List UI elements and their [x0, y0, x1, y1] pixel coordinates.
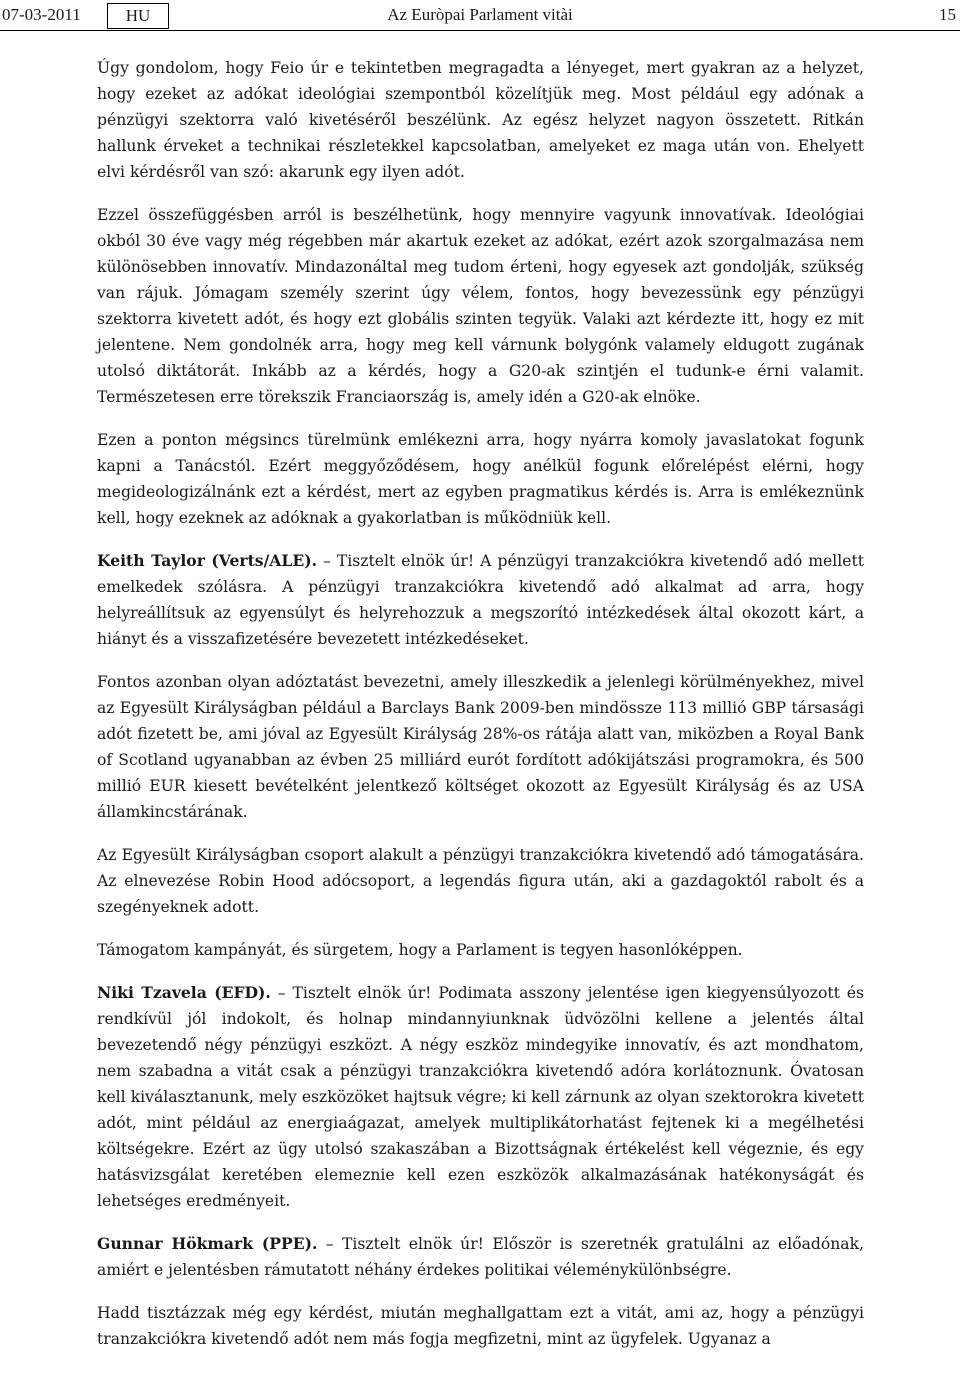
paragraph-text: Fontos azonban olyan adóztatást bevezetni, amely illeszkedik a jelenlegi körülményekhez, mivel az Egyesült Királyságban például a Barclays Bank 2009-ben mindössze 113 millió GBP társasági adót fizetett be, ami jóval az Egyesült Királyság 28%-os rátája alatt van, miközben a Royal Bank of Scotland ugyanabban az évben 25 milliárd eurót fordított adókijátszási programokra, és 500 millió EUR kiesett bevételként jelentkező költséget okozott az Egyesült Királyság és az USA államkincstárának. [97, 673, 864, 821]
paragraph-text: Úgy gondolom, hogy Feio úr e tekintetben megragadta a lényeget, mert gyakran az a helyzet, hogy ezeket az adókat ideológiai szempontból közelítjük meg. Most például egy adónak a pénzügyi szektorra való kivetéséről beszélünk. Az egész helyzet nagyon összetett. Ritkán hallunk érveket a technikai részletekkel kapcsolatban, amelyeket ez maga után von. Ehelyett elvi kérdésről van szó: akarunk egy ilyen adót. [97, 59, 864, 181]
paragraph-text: – Tisztelt elnök úr! Podimata asszony jelentése igen kiegyensúlyozott és rendkívül jól indokolt, és holnap mindannyiunknak üdvözölni kellene a jelentés által bevezetendő négy pénzügyi eszközt. A négy eszköz mindegyike innovatív, és azt mondhatom, nem szabadna a vitát csak a pénzügyi tranzakciókra kivetendő adóra korlátoznunk. Óvatosan kell kiválasztanunk, mely eszközöket hajtsuk végre; ki kell zárnunk az olyan szektorokra kivetett adót, mint például az energiaágazat, amelyek multiplikátorhatást fejtenek ki a megélhetési költségekre. Ezért az ügy utolsó szakaszában a Bizottságnak értékelést kell végeznie, és egy hatásvizsgálat keretében elemeznie kell ezen eszközök alkalmazásának hatékonyságát és lehetséges eredményeit. [97, 984, 864, 1210]
paragraph [97, 980, 864, 1214]
paragraph [97, 937, 864, 963]
header-title: Az Euròpai Parlament vitài [387, 5, 573, 24]
language-badge: HU [107, 3, 169, 29]
document-body [97, 55, 864, 1369]
speaker-name: Keith Taylor (Verts/ALE). [97, 551, 318, 570]
page-number: 15 [939, 5, 956, 24]
paragraph-text: Támogatom kampányát, és sürgetem, hogy a Parlament is tegyen hasonlóképpen. [97, 941, 743, 959]
paragraph [97, 427, 864, 531]
paragraph-text: – Tisztelt elnök úr! A pénzügyi tranzakciókra kivetendő adó mellett emelkedek szólásra. A pénzügyi tranzakciókra kivetendő adó alkalmat ad arra, hogy helyreállítsuk az egyensúlyt és helyrehozzuk a megszorító intézkedések által okozott kárt, a hiányt és a visszafizetésére bevezetett intézkedéseket. [97, 552, 864, 648]
paragraph [97, 842, 864, 920]
paragraph [97, 55, 864, 185]
paragraph-text: Hadd tisztázzak még egy kérdést, miután meghallgattam ezt a vitát, ami az, hogy a pénzügyi tranzakciókra kivetendő adót nem más fogja megfizetni, mint az ügyfelek. Ugyanaz a [97, 1304, 864, 1348]
paragraph [97, 669, 864, 825]
paragraph [97, 1300, 864, 1352]
paragraph [97, 548, 864, 652]
speaker-name: Niki Tzavela (EFD). [97, 983, 271, 1002]
paragraph-text: – Tisztelt elnök úr! Először is szeretnék gratulálni az előadónak, amiért e jelentésben rámutatott néhány érdekes politikai véleménykülönbségre. [97, 1235, 864, 1279]
paragraph-text: Ezzel összefüggésben arról is beszélhetünk, hogy mennyire vagyunk innovatívak. Ideológiai okból 30 éve vagy még régebben már akartuk ezeket az adókat, ezért azok szorgalmazása nem különösebben innovatív. Mindazonáltal meg tudom érteni, hogy egyesek azt gondolják, szükség van rájuk. Jómagam személy szerint úgy vélem, fontos, hogy bevezessünk egy pénzügyi szektorra kivetett adót, és hogy ezt globális szinten tegyük. Valaki azt kérdezte itt, hogy ez mit jelentene. Nem gondolnék arra, hogy meg kell várnunk bolygónk valamely eldugott zugának utolsó diktátorát. Inkább az a kérdés, hogy a G20-ak szintjén el tudunk-e érni valamit. Természetesen erre törekszik Franciaország is, amely idén a G20-ak elnöke. [97, 206, 864, 406]
paragraph-text: Az Egyesült Királyságban csoport alakult a pénzügyi tranzakciókra kivetendő adó támogatására. Az elnevezése Robin Hood adócsoport, a legendás figura után, aki a gazdagoktól rabolt és a szegényeknek adott. [97, 846, 864, 916]
paragraph-text: Ezen a ponton mégsincs türelmünk emlékezni arra, hogy nyárra komoly javaslatokat fogunk kapni a Tanácstól. Ezért meggyőződésem, hogy anélkül fogunk előrelépést elérni, hogy megideologizálnánk ezt a kérdést, mert az egyben pragmatikus kérdés is. Arra is emlékeznünk kell, hogy ezeknek az adóknak a gyakorlatban is működniük kell. [97, 431, 864, 527]
paragraph [97, 1231, 864, 1283]
paragraph [97, 202, 864, 410]
header-date: 07-03-2011 [2, 5, 81, 24]
speaker-name: Gunnar Hökmark (PPE). [97, 1234, 318, 1253]
page-header [0, 0, 960, 31]
